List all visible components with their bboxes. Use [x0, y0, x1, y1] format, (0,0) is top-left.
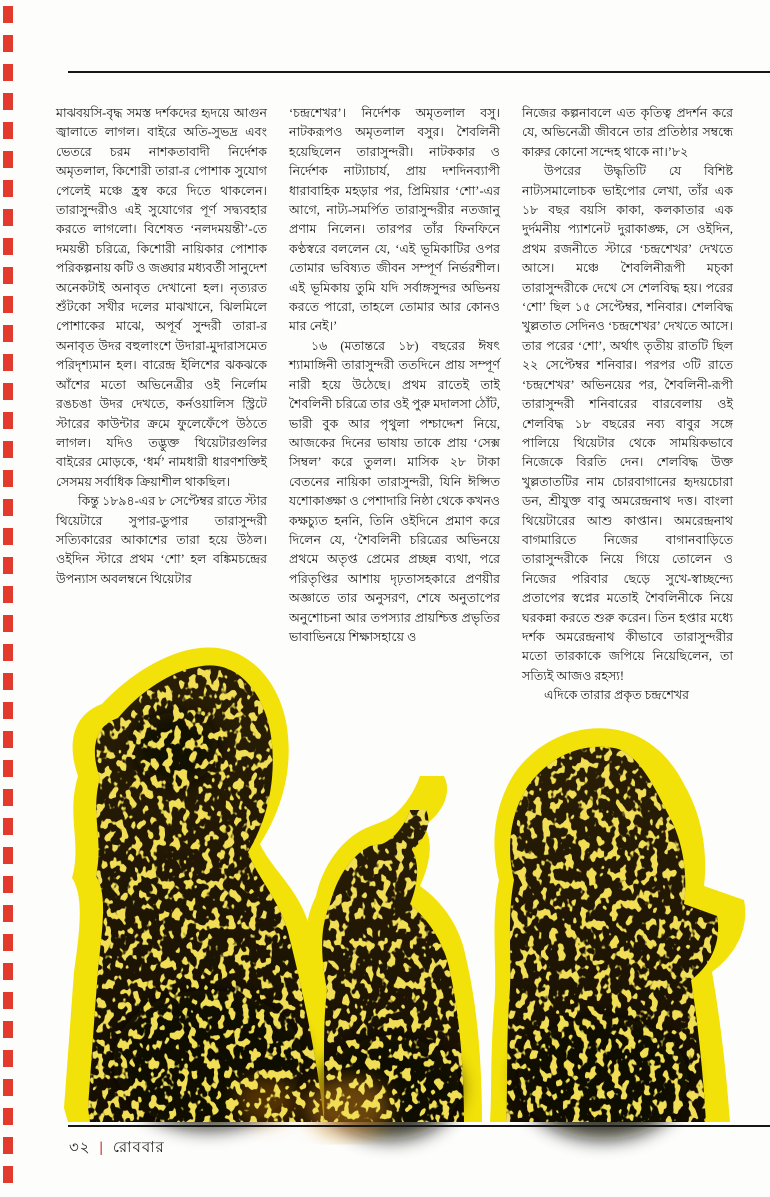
- footer: [69, 1136, 165, 1158]
- text-column-2: [289, 104, 500, 652]
- left-edge-red-stripe: [3, 6, 13, 1190]
- artwork-illustration: [58, 630, 718, 1124]
- text-columns: [56, 104, 733, 703]
- body-paragraph: কিন্তু ১৮৯৪-এর ৮ সেপ্টেম্বর রাতে স্টার থিয়েটারে সুপার-ডুপার তারাসুন্দরী সত্যিকারের আকাশের তারা হয়ে উঠল। ওইদিন স্টারে প্রথম ‘শো’ হল বঙ্কিমচন্দ্রের উপন্যাস অবলম্বনে থিয়েটার: [56, 494, 267, 586]
- text-column-3: [522, 104, 733, 703]
- top-rule: [68, 71, 770, 73]
- body-paragraph: মাঝবয়সি-বৃদ্ধ সমস্ত দর্শকদের হৃদয়ে আগুন জ্বালাতে লাগল। বাইরে অতি-সুভদ্র এবং ভেতরে চরম নাশকতাবাদী নির্দেশক অমৃতলাল, কিশোরী তারা-র পোশাক সুযোগ পেলেই মঞ্চে হ্রস্ব করে দিতে থাকলেন। তারাসুন্দরীও এই সুযোগের পূর্ণ সদ্ব্যবহার করতে লাগলো। বিশেষত ‘নলদময়ন্তী’-তে দময়ন্তী চরিত্রে, কিশোরী নায়িকার পোশাক পরিকল্পনায় কটি ও জঙ্ঘার মধ্যবর্তী সানুদেশ অনেকটাই অনাবৃত দেখানো হল। নৃত্যরত শুঁটকো সখীর দলের মাঝখানে, ঝিলমিলে পোশাকের মাঝে, অপূর্ব সুন্দরী তারা-র অনাবৃত উদর বহুলাংশে উদারা-মুদারাসমেত পরিদৃশ্যমান হল। বারেন্দ্র ইলিশের ঝকঝকে আঁশের মতো অভিনেত্রীর ওই নির্লোম রঙচঙা উদর দেখতে, কর্নওয়ালিস স্ট্রিটে স্টারের কাউন্টার ক্রমে ফুলেফেঁপে উঠতে লাগল। যদিও তদ্ভুক্ত থিয়েটারগুলির বাইরের মোড়কে, ‘ধর্ম’ নামধারী ধারণশক্তিই সেসময় সর্বাধিক ক্রিয়াশীল থাকছিল।: [56, 106, 268, 489]
- body-paragraph: নিজের কল্পনাবলে এত কৃতিত্ব প্রদর্শন করে যে, অভিনেত্রী জীবনে তার প্রতিষ্ঠার সম্বন্ধে কারুর কোনো সন্দেহ থাকে না।’৮২: [522, 106, 733, 159]
- footer-divider: |: [99, 1140, 104, 1156]
- footer-brand: রোববার: [112, 1140, 165, 1156]
- body-paragraph: ১৬ (মতান্তরে ১৮) বছরের ঈষৎ শ্যামাঙ্গিনী তারাসুন্দরী ততদিনে প্রায় সম্পূর্ণ নারী হয়ে উঠেছে। প্রথম রাতেই তাই শৈবলিনী চরিত্রে তার ওই পুরু মদালসা ঠোঁট, ভারী বুক আর পৃথুলা পশ্চাদ্দেশ নিয়ে, আজকের দিনের ভাষায় তাকে প্রায় ‘সেক্স সিম্বল’ করে তুলল। মাসিক ২৮ টাকা বেতনের নায়িকা তারাসুন্দরী, যিনি ঈপ্সিত যশোকাঙ্ক্ষা ও পেশাদারি নিষ্ঠা থেকে কখনও কক্ষচ্যুত হননি, তিনি ওইদিনে প্রমাণ করে দিলেন যে, ‘শৈবলিনী চরিত্রের অভিনয়ে প্রথমে অতৃপ্ত প্রেমের প্রচ্ছন্ন ব্যথা, পরে পরিতৃপ্তির আশায় দৃঢ়তাসহকারে প্রণয়ীর অজ্ঞাতে তার অনুসরণ, শেষে অনুতাপের অনুশোচনা আর তপস্যার প্রায়শ্চিত্ত প্রভৃতির ভাবাভিনয়ে শিক্ষাসহায়ে ও: [289, 338, 500, 644]
- text-column-1: [56, 104, 267, 632]
- footer-page-number: ৩২: [69, 1140, 91, 1156]
- body-paragraph: উপরের উদ্ধৃতিটি যে বিশিষ্ট নাট্যসমালোচক ভাইপোর লেখা, তাঁর এক ১৮ বছর বয়সি কাকা, কলকাতার এক দুর্দমনীয় প্যাশনেট দুরাকাঙ্ক্ষ, সে ওইদিন, প্রথম রজনীতে স্টারে ‘চন্দ্রশেখর’ দেখতে আসে। মঞ্চে শৈবলিনীরূপী মচ্‌কা তারাসুন্দরীকে দেখে সে শেলবিদ্ধ হয়। পরের ‘শো’ ছিল ১৫ সেপ্টেম্বর, শনিবার। শেলবিদ্ধ খুল্লতাত সেদিনও ‘চন্দ্রশেখর’ দেখতে আসে। তার পরের ‘শো’, অর্থাৎ তৃতীয় রাতটি ছিল ২২ সেপ্টেম্বর শনিবার। পরপর ৩টি রাতে ‘চন্দ্রশেখর’ অভিনয়ের পর, শৈবলিনী-রূপী তারাসুন্দরী শনিবারের বারবেলায় ওই শেলবিদ্ধ ১৮ বছরের নব্য বাবুর সঙ্গে পালিয়ে থিয়েটার থেকে সাময়িকভাবে নিজেকে বিরতি দেন। শেলবিদ্ধ উক্ত খুল্লতাতটির নাম চোরবাগানের হৃদয়চোরা ডন, শ্রীযুক্ত বাবু অমরেন্দ্রনাথ দত্ত। বাংলা থিয়েটারের আশু কাপ্তান। অমরেন্দ্রনাথ বাগমারিতে নিজের বাগানবাড়িতে তারাসুন্দরীকে নিয়ে গিয়ে তোলেন ও নিজের পরিবার ছেড়ে সুখে-স্বাচ্ছন্দ্যে প্রতাপের স্বপ্নের মতোই শৈবলিনীকে নিয়ে ঘরকন্না করতে শুরু করেন। তিন হপ্তার মধ্যে দর্শক অমরেন্দ্রনাথ কীভাবে তারাসুন্দরীর মতো তারকাকে জপিয়ে নিয়েছিলেন, তা সত্যিই আজও রহস্য!: [522, 164, 733, 683]
- body-paragraph: ‘চন্দ্রশেখর’। নির্দেশক অমৃতলাল বসু। নাটকরূপও অমৃতলাল বসুর। শৈবলিনী হয়েছিলেন তারাসুন্দরী। নাটককার ও নির্দেশক নাট্যাচার্য, প্রায় দশদিনব্যাপী ধারাবাহিক মহড়ার পর, প্রিমিয়ার ‘শো’-এর আগে, নাট্য-সমর্পিত তারাসুন্দরীর নতজানু প্রণাম নিলেন। তারপর তাঁর ফিনফিনে কণ্ঠস্বরে বললেন যে, ‘এই ভূমিকাটির ওপর তোমার ভবিষ্যত জীবন সম্পূর্ণ নির্ভরশীল। এই ভূমিকায় তুমি যদি সর্বাঙ্গসুন্দর অভিনয় করতে পারো, তাহলে তোমার আর কোনও মার নেই।’: [289, 106, 500, 334]
- bottom-rule: [68, 1125, 770, 1127]
- body-paragraph: এদিকে তারার প্রকৃত চন্দ্রশেখর: [544, 688, 689, 703]
